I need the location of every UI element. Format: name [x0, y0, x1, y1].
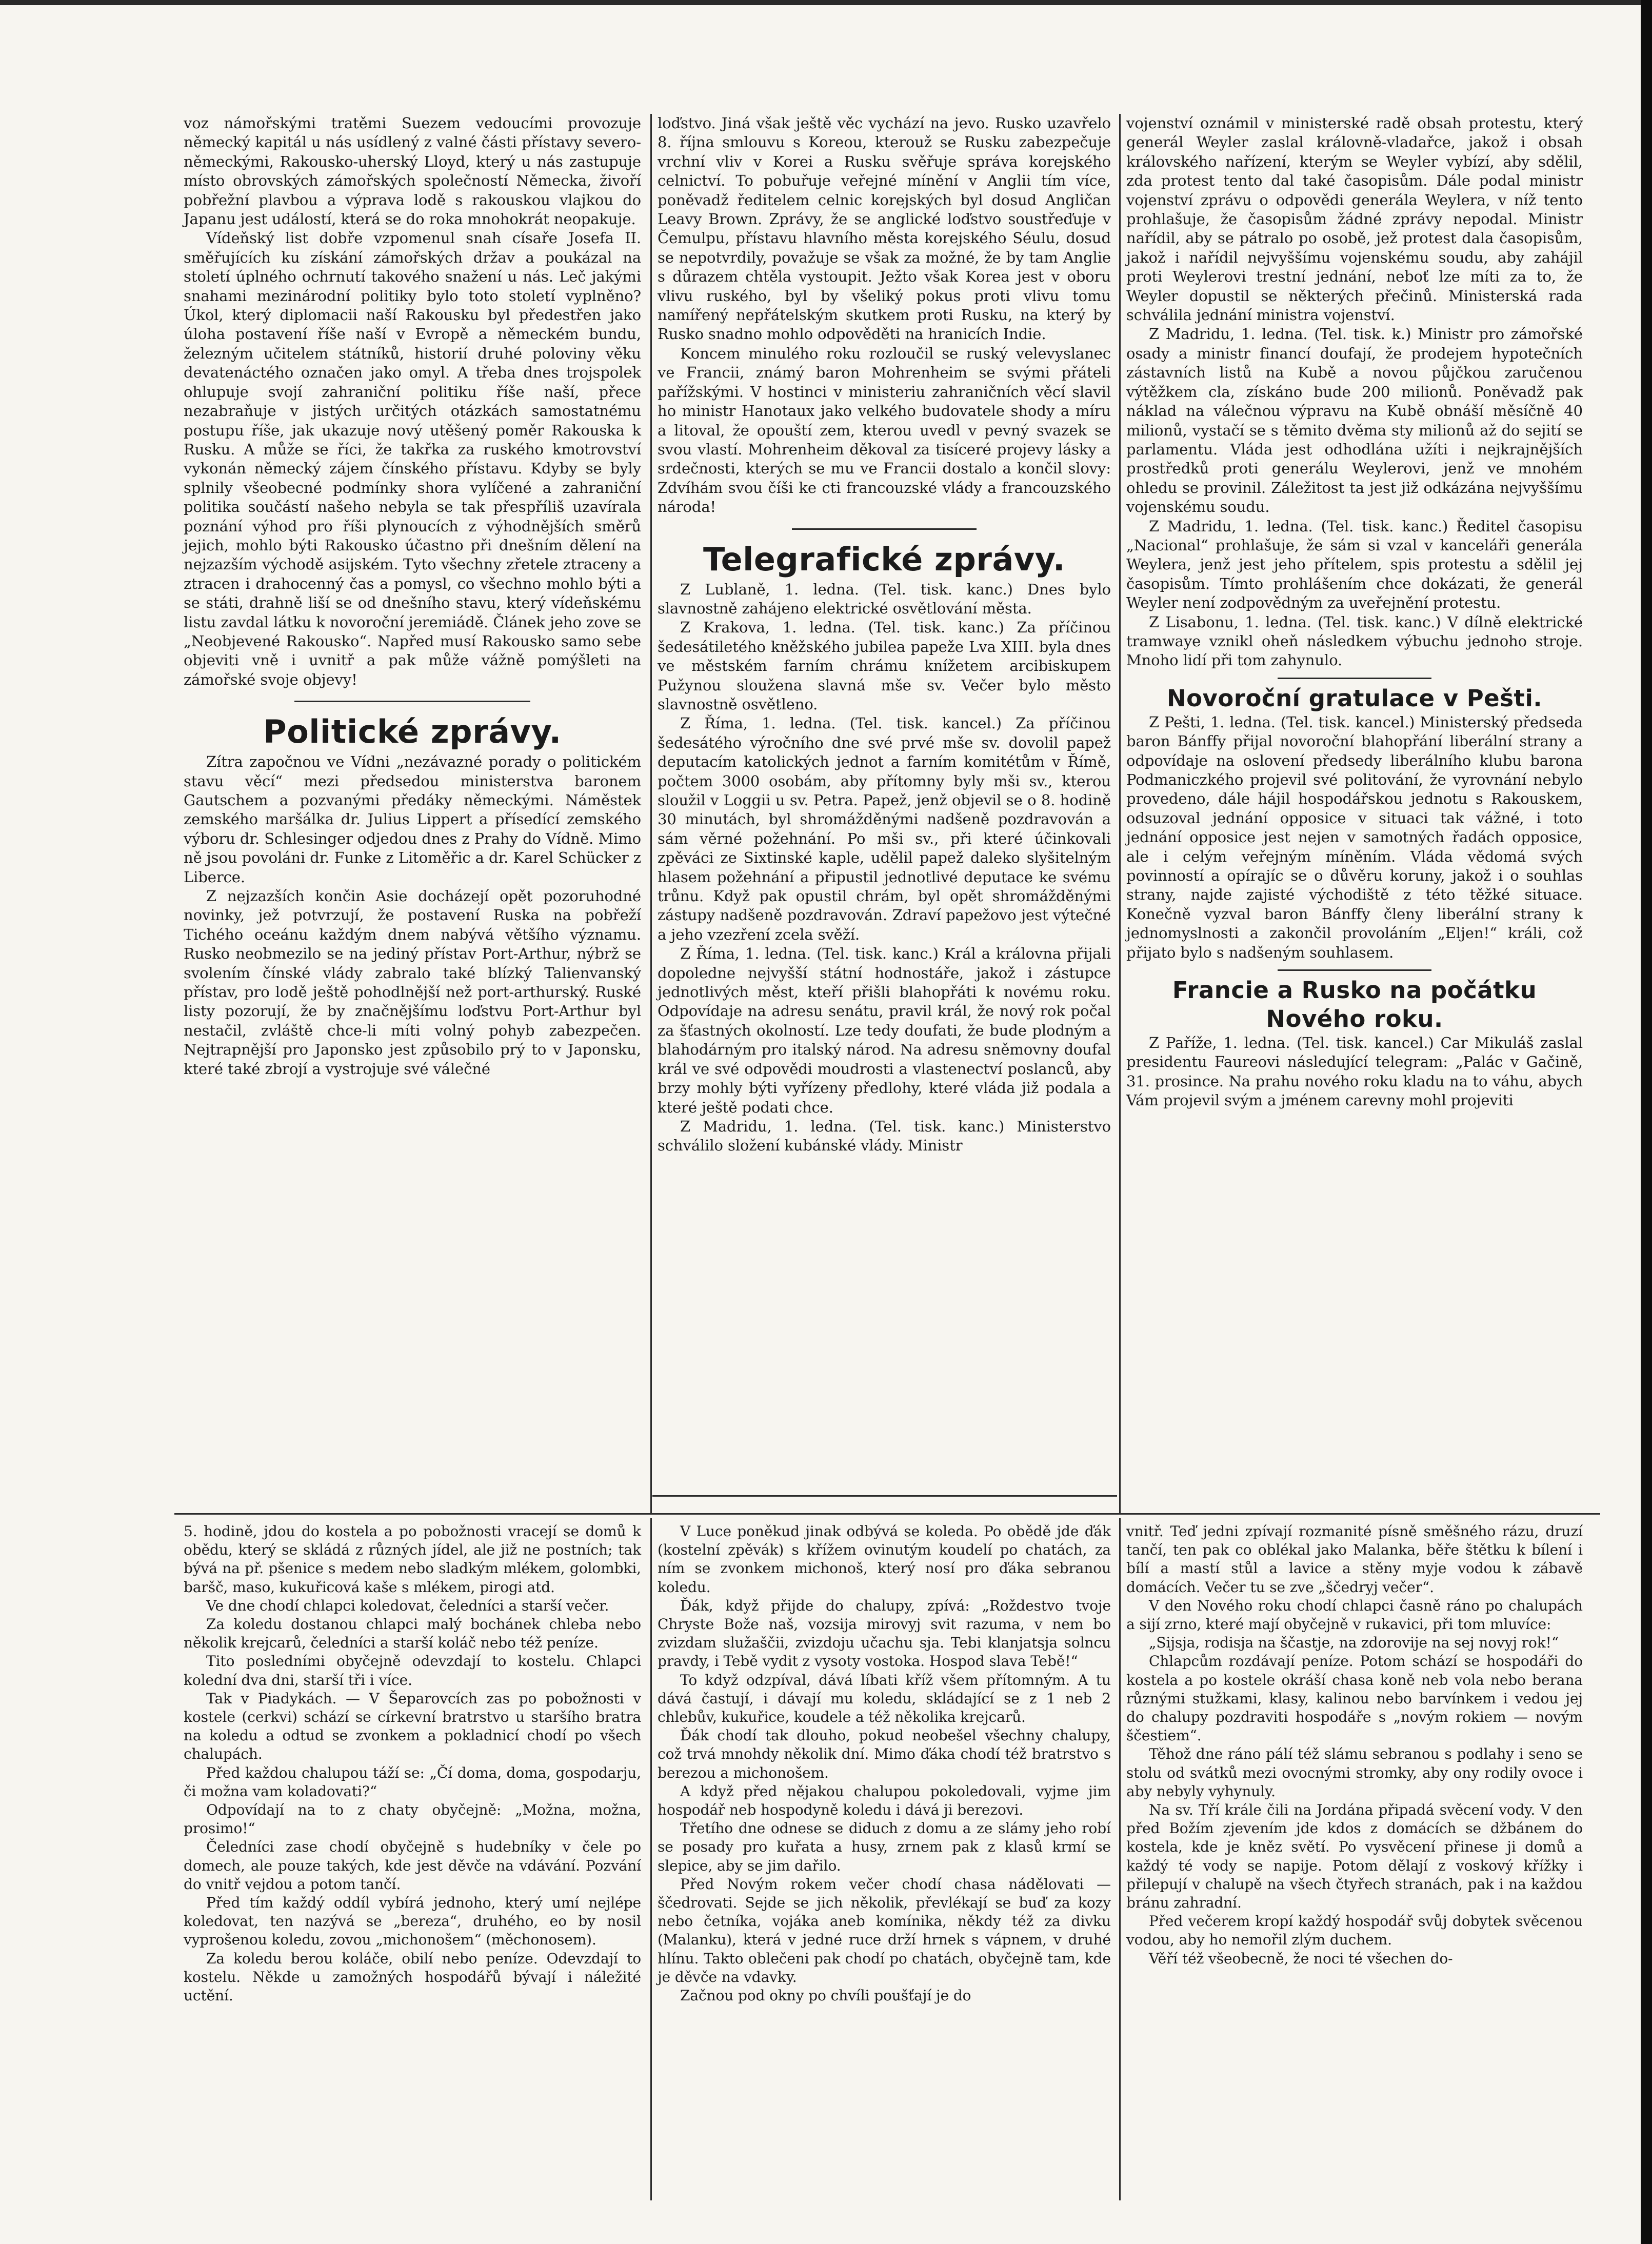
bottom3-paragraph-8: Věří též všeobecně, že noci té všechen do- — [1149, 1950, 1453, 1967]
telegram-krakov: Z Krakova, 1. ledna. (Tel. tisk. kanc.) Za příčinou šedesátiletého kněžského jubilea papeže Lva XIII. byla dnes ve městském farním chrámu knížetem arcibiskupem Pužynou sloužena slavná mše sv. Večer bylo město slavnostně osvětleno. — [658, 619, 1111, 713]
column-rule-2 — [1119, 114, 1121, 1514]
bottom2-paragraph-8: Začnou pod okny po chvíli poušťají je do — [680, 1987, 971, 2004]
bottom2-paragraph-1: V Luce poněkud jinak odbývá se koleda. Po obědě jde ďák (kostelní zpěvák) s křížem ovinutým koudelí po chatách, za ním se zvonkem michonoš, který nosí pro ďáka sebranou koledu. — [658, 1523, 1111, 1596]
politics-item-2: Z nejzazších končin Asie docházejí opět pozoruhodné novinky, jež potvrzují, že postavení Ruska na pobřeží Tichého oceánu každým dnem nabývá většího významu. Rusko neobmezilo se na jediný přístav Port-Arthur, nýbrž se svolením čínské vlády zabralo také blízký Talienvanský přístav, pro lodě ještě pohodlnější než port-arthurský. Ruské listy pozorují, že by značnějšímu loďstvu Port-Arthur byl nestačil, zvláště chce-li míti volný pohyb zabezpečen. Nejtrapnější pro Japonsko jest způsobilo prý to v Japonsku, které také zbrojí a vystrojuje své válečné — [184, 887, 641, 1078]
heading-francie-a-rusko: Francie a Rusko na počátku Nového roku. — [1172, 977, 1537, 1033]
bottom-column-2 — [658, 1522, 1111, 2005]
telegram-pest: Z Pešti, 1. ledna. (Tel. tisk. kancel.) Ministerský předseda baron Bánffy přijal novoroční blahopřání liberální strany a odpovídaje na oslovení předsedy liberálního klubu barona Podmaniczkého projevil své politování, že vyrovnání nebylo provedeno, dále hájil hospodářskou jednotu s Rakouskem, odsuzoval jednání opposice v situaci tak vážné, i toto jednání opposice jest nejen v samotných řadách opposice, ale i celým veřejným míněním. Vláda vědomá svých povinností a opírajíc se o důvěru koruny, jakož i o souhlas strany, najde zajisté východiště z této těžké situace. Konečně vyzval baron Bánffy členy liberální strany k jednomyslnosti a zakončil provoláním „Eljen!“ králi, což přijato bylo s nadšeným souhlasem. — [1126, 713, 1583, 961]
bottom2-paragraph-7: Před Novým rokem večer chodí chasa nádělovati — ščedrovati. Sejde se jich několik, převlékají se buď za kozy nebo četníka, vojáka aneb komínika, někdy též za divku (Malanku), která v jedné ruce drží hrnek s vápnem, v druhé hlínu. Takto oblečeni pak chodí po chatách, obyčejně tam, kde je děvče na vdavky. — [658, 1875, 1111, 1985]
bottom1-paragraph-10: Za koledu berou koláče, obilí nebo peníze. Odevzdají to kostelu. Někde u zamožných hospodářů bývají i náležité uctění. — [184, 1950, 641, 2004]
bottom3-paragraph-1: vnitř. Teď jedni zpívají rozmanité písně směšného rázu, druzí tančí, ten pak co oblékal jako Malanka, běře štětku k bílení i bílí a mastí stůl a lavice a stěny myje vodou k zábavě domácích. Večer tu se zve „ščedryj večer“. — [1126, 1523, 1583, 1596]
bottom3-paragraph-7: Před večerem kropí každý hospodář svůj dobytek svěcenou vodou, aby ho nemořil zlým duchem. — [1126, 1913, 1583, 1949]
scan-edge-right — [1641, 0, 1652, 2244]
section-divider — [174, 1513, 1600, 1515]
bottom-column-3 — [1126, 1522, 1583, 1968]
column-rule-1 — [650, 114, 652, 1514]
heading-rule — [1278, 969, 1431, 971]
heading-rule — [1278, 678, 1431, 679]
bottom1-paragraph-2: Ve dne chodí chlapci koledovat, čeledníci a starší večer. — [206, 1597, 609, 1614]
heading-politicke-zpravy: Politické zprávy. — [263, 713, 562, 751]
column-rule-3 — [650, 1518, 652, 2200]
bottom1-paragraph-7: Odpovídají na to z chaty obyčejně: „Možna, možna, prosimo!“ — [184, 1801, 641, 1837]
column-rule-4 — [1119, 1518, 1121, 2200]
heading-telegraficke-zpravy: Telegrafické zprávy. — [703, 540, 1065, 578]
column-1 — [184, 114, 641, 1079]
telegram-madrid-3: Z Madridu, 1. ledna. (Tel. tisk. kanc.) Ředitel časopisu „Nacional“ prohlašuje, že sám si vzal v kanceláři generála Weylera, jenž jest jeho přítelem, spis protestu a sdělil jej časopisům. Tímto prohlášením chce dokázati, že generál Weyler není zodpovědným za uveřejnění protestu. — [1126, 517, 1583, 612]
bottom1-paragraph-9: Před tím každý oddíl vybírá jednoho, který umí nejlépe koledovat, ten nazývá se „bereza“, druhého, eo by nosil vyprošenou koledu, zovou „michonošem“ (měchonosem). — [184, 1894, 641, 1949]
heading-novorocni-gratulace: Novoroční gratulace v Pešti. — [1166, 684, 1543, 712]
telegram-rim-1: Z Říma, 1. ledna. (Tel. tisk. kancel.) Za příčinou šedesátého výročního dne své prvé mše sv. dovolil papež deputacím katolických jednot a farním komitétům v Římě, počtem 3000 osobám, aby přítomny byly mši sv., kterou sloužil v Loggii u sv. Petra. Papež, jenž objevil se o 8. hodině 30 minutách, byl shromážděnými nadšeně pozdravován a sám věrné požehnání. Po mši sv., při které účinkovali zpěváci ze Sixtinské kaple, udělil papež daleko slyšitelným hlasem požehnání a připustil jednotlivé deputace ke svému trůnu. Když pak opustil chrám, byl opět shromážděnými zástupy nadšeně pozdravován. Zdraví papežovo jest výtečné a jeho vzezření zcela svěží. — [658, 714, 1111, 943]
bottom1-paragraph-8: Čeledníci zase chodí obyčejně s hudebníky v čele po domech, ale pouze takých, kde jest děvče na vdávání. Pozvání do vnitř vejdou a potom tančí. — [184, 1838, 641, 1893]
bottom2-paragraph-3: To když odzpíval, dává líbati kříž všem přítomným. A tu dává častují, i dávají mu koledu, skládající se z 1 neb 2 chlebův, kukuřice, koudele a též několika krejcarů. — [658, 1671, 1111, 1726]
politics-item-1: Zítra započnou ve Vídni „nezávazné porady o politickém stavu věcí“ mezi předsedou ministerstva baronem Gautschem a pozvanými předáky německými. Náměstek zemského maršálka dr. Julius Lippert a přísedící zemského výboru dr. Schlesinger odjedou dnes z Prahy do Vídně. Mimo ně jsou povoláni dr. Funke z Litoměřic a dr. Karel Schücker z Liberce. — [184, 753, 641, 886]
telegram-pariz: Z Paříže, 1. ledna. (Tel. tisk. kancel.) Car Mikuláš zaslal presidentu Faureovi následující telegram: „Palác v Gačině, 31. prosince. Na prahu nového roku kladu na to váhu, abych Vám projevil svým a jménem carevny mohl projeviti — [1126, 1034, 1583, 1109]
bottom3-paragraph-6: Na sv. Tří krále čili na Jordána připadá svěcení vody. V den před Božím zjevením jde kdos z domácích se džbánem do kostela, kde je kněz světí. Po vysvěcení přinese ji domů a každý té vody se napije. Potom dělají z voskový křížky i přilepují v chalupě na všech čtyřech stranách, pak i na každou bránu zahradní. — [1126, 1801, 1583, 1912]
bottom1-paragraph-1: 5. hodině, jdou do kostela a po pobožnosti vracejí se domů k obědu, který se skládá z různých jídel, ale již ne postních; tak bývá na př. pšenice s medem nebo sladkým mlékem, golombki, baršč, maso, kukuřicová kaše s mlékem, pirogi atd. — [184, 1523, 641, 1596]
col1-paragraph-2: Vídeňský list dobře vzpomenul snah císaře Josefa II. směřujících ku získání zámořských držav a poukázal na století úplného ochrnutí takového snažení u nás. Leč jakými snahami mezinárodní politiky bylo toto století vyplněno? Úkol, který diplomacii naší Rakousku byl předestřen jako úloha postavení říše naší v Evropě a německém bundu, železným učitelem státníků, historií druhé poloviny věku devatenáctého označen jako omyl. A třeba dnes trojspolek ohlupuje svojí zahraniční politiku říše naší, přece nezabraňuje v jistých určitých otázkách samostatnému postupu říše, jak ukazuje nový utěšený poměr Rakouska k Rusku. A může se říci, že takřka za ruského kmotrovství vykonán německý zájem čínského přístavu. Kdyby se byly splnily všeobecné podmínky shora vylíčené a zahraniční politika součástí našeho nebyla se tak přespříliš uzavírala poznání výhod pro říši plynoucích z výhodnějších směrů jejich, mohlo býti Rakousko účastno při dnešním dělení na nejzazším východě asijském. Tyto všechny zřetele ztraceny a ztracen i drahocenný čas a pomysl, co všechno mohlo býti a se státi, drahně liší se od dnešního stavu, který vídeňskému listu zavdal látku k novoroční jeremiádě. Článek jeho zove se „Neobjevené Rakousko“. Napřed musí Rakousko samo sebe objeviti vně i uvnitř a pak může vážně pomýšleti na zámořské svoje objevy! — [184, 229, 641, 688]
telegram-rim-2: Z Říma, 1. ledna. (Tel. tisk. kanc.) Král a královna přijali dopoledne nejvyšší státní hodnostáře, jakož i zástupce jednotlivých měst, kteří přišli blahopřáti k novému roku. Odpovídaje na adresu senátu, pravil král, že nový rok počal za šťastných okolností. Lze tedy doufati, že bude plodným a blahodárným pro italský národ. Na adresu sněmovny doufal král ve své odpovědi moudrosti a vlastenectví poslanců, aby brzy mohly býti vyřízeny předlohy, které vláda již podala a které ještě podati chce. — [658, 945, 1111, 1116]
bottom2-paragraph-2: Ďák, když přijde do chalupy, zpívá: „Roždestvo tvoje Chryste Bože naš, vozsija mirovyj svit razuma, v nem bo zvizdam služaščii, zvizdoju učachu sja. Tebi klanjatsja solncu pravdy, i Tebě vydit z vysoty vostoka. Hospod slava Tebě!“ — [658, 1597, 1111, 1670]
telegram-lublan: Z Lublaně, 1. ledna. (Tel. tisk. kanc.) Dnes bylo slavnostně zahájeno elektrické osvětlování města. — [658, 580, 1111, 617]
col2-top-paragraph: loďstvo. Jiná však ještě věc vychází na jevo. Rusko uzavřelo 8. října smlouvu s Koreou, kterouž se Rusku zabezpečuje vrchní vliv v Korei a Rusku svěřuje správa korejského celnictví. To pobuřuje veřejné mínění v Anglii tím více, poněvadž ředitelem celnic korejských byl dosud Angličan Leavy Brown. Zprávy, že se anglické loďstvo soustřeďuje v Čemulpu, přístavu hlavního města korejského Séulu, dosud se nepotvrdily, považuje se však za možné, že by tam Anglie s důrazem chtěla vystoupit. Ježto však Korea jest v oboru vlivu ruského, byl by všeliký pokus proti vlivu tomu namířený nepřátelským skutkem proti Rusku, na který by Rusko snadno mohlo odpověděti na hranicích Indie. — [658, 114, 1111, 343]
bottom3-paragraph-5: Těhož dne ráno pálí též slámu sebranou s podlahy i seno se stolu od svátků mezi ovocnými stromky, aby ony rodily ovoce i aby nebyly vyhynuly. — [1126, 1745, 1583, 1800]
bottom1-paragraph-4: Tito posledními obyčejně odevzdají to kostelu. Chlapci kolední dva dni, starší tři i více. — [184, 1653, 641, 1689]
col2-paragraph-2: Koncem minulého roku rozloučil se ruský velevyslanec ve Francii, známý baron Mohrenheim se svými přáteli pařížskými. V hostinci v ministeriu zahraničních věcí slavil ho ministr Hanotaux jako velkého budovatele shody a míru a litoval, že opouští zem, kterou uvedl v pevný svazek se svou vlastí. Mohrenheim děkoval za tisíceré projevy lásky a srdečnosti, kterých se mu ve Francii dostalo a končil slovy: Zdvíhám svou číši ke cti francouzské vlády a francouzského národa! — [658, 344, 1111, 516]
bottom1-paragraph-5: Tak v Piadykách. — V Šeparovcích zas po pobožnosti v kostele (cerkvi) schází se církevní bratrstvo u staršího bratra na koledu a odtud se zvonkem a pokladnicí chodí po všech chalupách. — [184, 1690, 641, 1763]
heading-rule — [294, 701, 530, 702]
col2-bottom-rule — [652, 1495, 1117, 1497]
column-3 — [1126, 114, 1583, 1110]
col3-top-paragraph: vojenství oznámil v ministerské radě obsah protestu, který generál Weyler zaslal královně-vladařce, jakož i obsah královského nařízení, kterým se Weyler vybízí, aby sdělil, zda protest tento dal také časopisům. Dále podal ministr vojenství zprávu o odpovědi generála Weylera, v níž tento prohlašuje, že časopisům žádné zprávy nepodal. Ministr nařídil, aby se pátralo po osobě, jež protest dala časopisům, jakož i nařídil nejvyššímu vojenskému soudu, aby zahájil proti Weylerovi trestní jednání, neboť lze míti za to, že Weyler dopustil se některých přečinů. Ministerská rada schválila jednání ministra vojenství. — [1126, 114, 1583, 324]
scan-edge-top — [0, 0, 1652, 5]
bottom3-paragraph-4: Chlapcům rozdávají peníze. Potom schází se hospodáři do kostela a po kostele okráší chasa koně neb vola nebo berana různými stužkami, klasy, kalinou nebo barvínkem i vedou jej do chalupy pozdraviti hospodáře s „novým rokiem — novým ščestiem“. — [1126, 1653, 1583, 1744]
bottom2-paragraph-4: Ďák chodí tak dlouho, pokud neobešel všechny chalupy, což trvá mnohdy několik dní. Mimo ďáka chodí též bratrstvo s berezou a michonošem. — [658, 1727, 1111, 1781]
col1-top-paragraph: voz námořskými tratěmi Suezem vedoucími provozuje německý kapitál u nás usídlený z valné části přístavy severo-německými, Rakousko-uherský Lloyd, který u nás zastupuje místo obrovských zámořských společností Německa, živoří pobřežní plavbou a výprava lodě s rakouskou vlajkou do Japanu jest událostí, která se do roka mnohokrát neopakuje. — [184, 114, 641, 228]
column-2 — [658, 114, 1111, 1156]
heading-rule — [792, 528, 977, 530]
bottom1-paragraph-3: Za koledu dostanou chlapci malý bochánek chleba nebo několik krejcarů, čeledníci a starší koláč nebo též peníze. — [184, 1616, 641, 1652]
telegram-lisabon: Z Lisabonu, 1. ledna. (Tel. tisk. kanc.) V dílně elektrické tramwaye vznikl oheň následkem výbuchu jednoho stroje. Mnoho lidí při tom zahynulo. — [1126, 613, 1583, 669]
bottom-column-1 — [184, 1522, 641, 2005]
bottom3-paragraph-2: V den Nového roku chodí chlapci časně ráno po chalupách a sijí zrno, které mají obyčejně v rukavici, při tom mluvíce: — [1126, 1597, 1583, 1633]
bottom2-paragraph-5: A když před nějakou chalupou pokoledovali, vyjme jim hospodář neb hospodyně koledu i dává ji berezovi. — [658, 1782, 1111, 1819]
telegram-madrid-1: Z Madridu, 1. ledna. (Tel. tisk. kanc.) Ministerstvo schválilo složení kubánské vlády. Ministr — [658, 1117, 1111, 1155]
bottom2-paragraph-6: Třetího dne odnese se diduch z domu a ze slámy jeho robí se posady pro kuřata a husy, zrnem pak z klasů krmí se slepice, aby se jim dařilo. — [658, 1820, 1111, 1874]
bottom3-paragraph-3: „Sijsja, rodisja na ščastje, na zdorovije na sej novyj rok!“ — [1149, 1634, 1559, 1652]
telegram-madrid-2: Z Madridu, 1. ledna. (Tel. tisk. k.) Ministr pro zámořské osady a ministr financí doufají, že prodejem hypotečních zástavních listů na Kubě a novou půjčkou zaručenou výtěžkem cla, získáno bude 200 milionů. Poněvadž pak náklad na válečnou výpravu na Kubě obnáší měsíčně 40 milionů, vystačí se s těmito dvěma sty milionů až do sejití se parlamentu. Vláda jest odhodlána užíti i nejkrajnějších prostředků proti generálu Weylerovi, jenž ve mnohém ohledu se provinil. Záležitost ta jest již odkázána nejvyššímu vojenskému soudu. — [1126, 325, 1583, 516]
bottom1-paragraph-6: Před každou chalupou táží se: „Čí doma, doma, gospodarju, či možna vam koladovati?“ — [184, 1764, 641, 1800]
